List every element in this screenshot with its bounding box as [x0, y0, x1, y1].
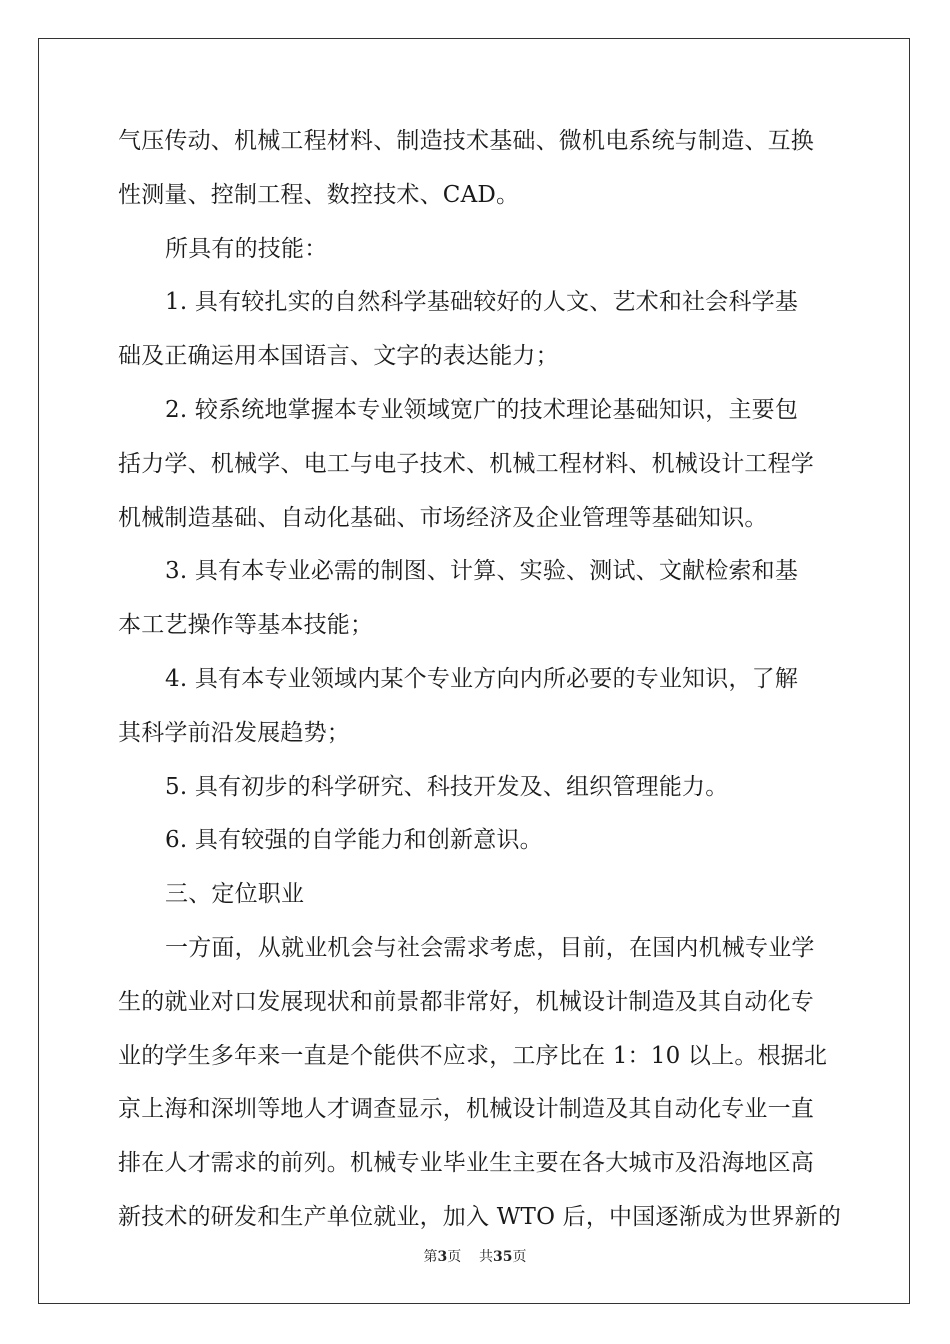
text-line: 京上海和深圳等地人才调查显示，机械设计制造及其自动化专业一直	[118, 1096, 814, 1123]
text-line: 4. 具有本专业领域内某个专业方向内所必要的专业知识，了解	[165, 665, 799, 692]
text-line: 排在人才需求的前列。机械专业毕业生主要在各大城市及沿海地区高	[118, 1150, 814, 1177]
footer-total-pages: 35	[493, 1249, 513, 1265]
text-line: 机械制造基础、自动化基础、市场经济及企业管理等基础知识。	[118, 504, 768, 531]
footer-page-number: 3	[437, 1249, 448, 1265]
text-line: 1. 具有较扎实的自然科学基础较好的人文、艺术和社会科学基	[165, 289, 799, 316]
text-line: 性测量、控制工程、数控技术、CAD。	[118, 181, 520, 208]
text-line: 3. 具有本专业必需的制图、计算、实验、测试、文献检索和基	[165, 558, 799, 585]
text-line: 气压传动、机械工程材料、制造技术基础、微机电系统与制造、互换	[118, 128, 814, 154]
text-line: 括力学、机械学、电工与电子技术、机械工程材料、机械设计工程学	[118, 450, 814, 477]
text-line: 础及正确运用本国语言、文字的表达能力；	[118, 343, 559, 370]
text-line: 生的就业对口发展现状和前景都非常好，机械设计制造及其自动化专	[118, 988, 814, 1015]
text-line: 三、定位职业	[165, 881, 305, 908]
footer-total-prefix: 共	[479, 1249, 494, 1265]
footer-page-prefix: 第	[423, 1249, 438, 1265]
footer-page-suffix: 页	[447, 1249, 462, 1265]
footer-total-suffix: 页	[512, 1249, 527, 1265]
text-line: 业的学生多年来一直是个能供不应求，工序比在 1：10 以上。根据北	[118, 1042, 828, 1069]
text-line: 所具有的技能：	[165, 235, 328, 262]
text-line: 新技术的研发和生产单位就业，加入 WTO 后，中国逐渐成为世界新的	[118, 1203, 842, 1230]
text-line: 6. 具有较强的自学能力和创新意识。	[165, 827, 543, 854]
document-body	[118, 127, 842, 1257]
text-line: 本工艺操作等基本技能；	[118, 612, 374, 639]
page-footer	[0, 1246, 950, 1266]
text-line: 2. 较系统地掌握本专业领域宽广的技术理论基础知识，主要包	[165, 396, 799, 423]
text-line: 一方面，从就业机会与社会需求考虑，目前，在国内机械专业学	[165, 934, 815, 961]
text-line: 5. 具有初步的科学研究、科技开发及、组织管理能力。	[165, 773, 729, 800]
text-line: 其科学前沿发展趋势；	[118, 719, 350, 746]
